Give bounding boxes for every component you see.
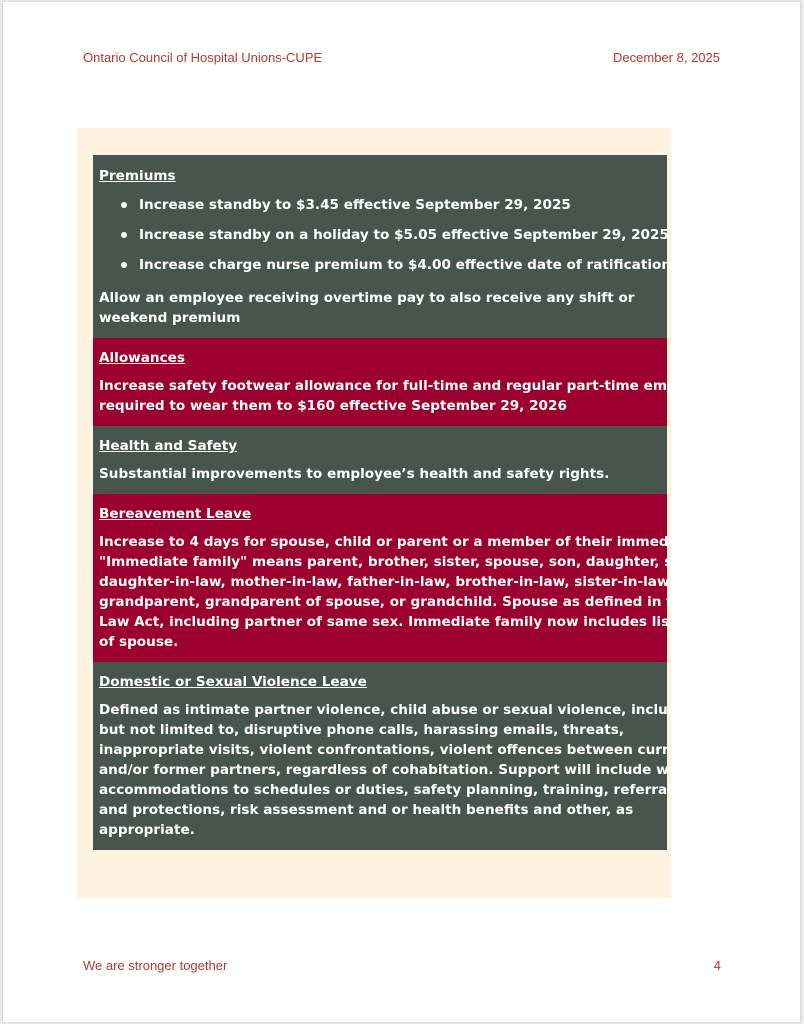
text-line: Increase to 4 days for spouse, child or parent or a member of their immediate fami bbox=[99, 534, 737, 550]
list-item: Increase standby on a holiday to $5.05 effective September 29, 2025 bbox=[99, 224, 661, 254]
header-date: December 8, 2025 bbox=[613, 50, 720, 65]
text-line: Substantial improvements to employee’s health and safety rights. bbox=[99, 466, 610, 482]
text-line: Defined as intimate partner violence, child abuse or sexual violence, including bbox=[99, 702, 702, 718]
text-line: "Immediate family" means parent, brother, sister, spouse, son, daughter, son-in-la bbox=[99, 554, 731, 570]
text-line: Increase safety footwear allowance for full-time and regular part-time employe bbox=[99, 378, 709, 394]
header-organization: Ontario Council of Hospital Unions-CUPE bbox=[83, 50, 323, 65]
section-allowances bbox=[93, 338, 709, 426]
section-heading: Premiums bbox=[99, 168, 176, 184]
text-line: appropriate. bbox=[99, 822, 195, 838]
section-premiums bbox=[93, 155, 672, 338]
text-line: accommodations to schedules or duties, safety planning, training, referrals bbox=[99, 782, 680, 798]
footer-page-number: 4 bbox=[713, 958, 721, 973]
section-heading: Allowances bbox=[99, 350, 185, 366]
section-heading: Health and Safety bbox=[99, 438, 238, 454]
footer-slogan: We are stronger together bbox=[83, 958, 228, 973]
premiums-bullet-list bbox=[99, 194, 672, 284]
text-line: grandparent, grandparent of spouse, or grandchild. Spouse as defined in the Famil bbox=[99, 594, 738, 610]
text-line: of spouse. bbox=[99, 634, 179, 650]
list-item: Increase standby to $3.45 effective September 29, 2025 bbox=[99, 194, 661, 224]
text-line: required to wear them to $160 effective September 29, 2026 bbox=[99, 398, 567, 414]
section-health-safety bbox=[93, 426, 667, 494]
text-line: Law Act, including partner of same sex. Immediate family now includes listed relat bbox=[99, 614, 736, 630]
text-line: weekend premium bbox=[99, 310, 241, 326]
section-domestic-violence bbox=[93, 662, 702, 850]
text-line: but not limited to, disruptive phone calls, harassing emails, threats, bbox=[99, 722, 625, 738]
agreement-summary bbox=[93, 155, 738, 850]
list-item: Increase charge nurse premium to $4.00 effective date of ratification bbox=[99, 254, 661, 284]
text-line: Allow an employee receiving overtime pay to also receive any shift or bbox=[99, 290, 635, 306]
text-line: and/or former partners, regardless of cohabitation. Support will include work bbox=[99, 762, 694, 778]
section-heading: Bereavement Leave bbox=[99, 506, 252, 522]
text-line: inappropriate visits, violent confrontations, violent offences between current bbox=[99, 742, 695, 758]
text-line: and protections, risk assessment and or health benefits and other, as bbox=[99, 802, 634, 818]
section-heading: Domestic or Sexual Violence Leave bbox=[99, 674, 367, 690]
section-bereavement bbox=[93, 494, 738, 662]
text-line: daughter-in-law, mother-in-law, father-in-law, brother-in-law, sister-in-law, bbox=[99, 574, 674, 590]
